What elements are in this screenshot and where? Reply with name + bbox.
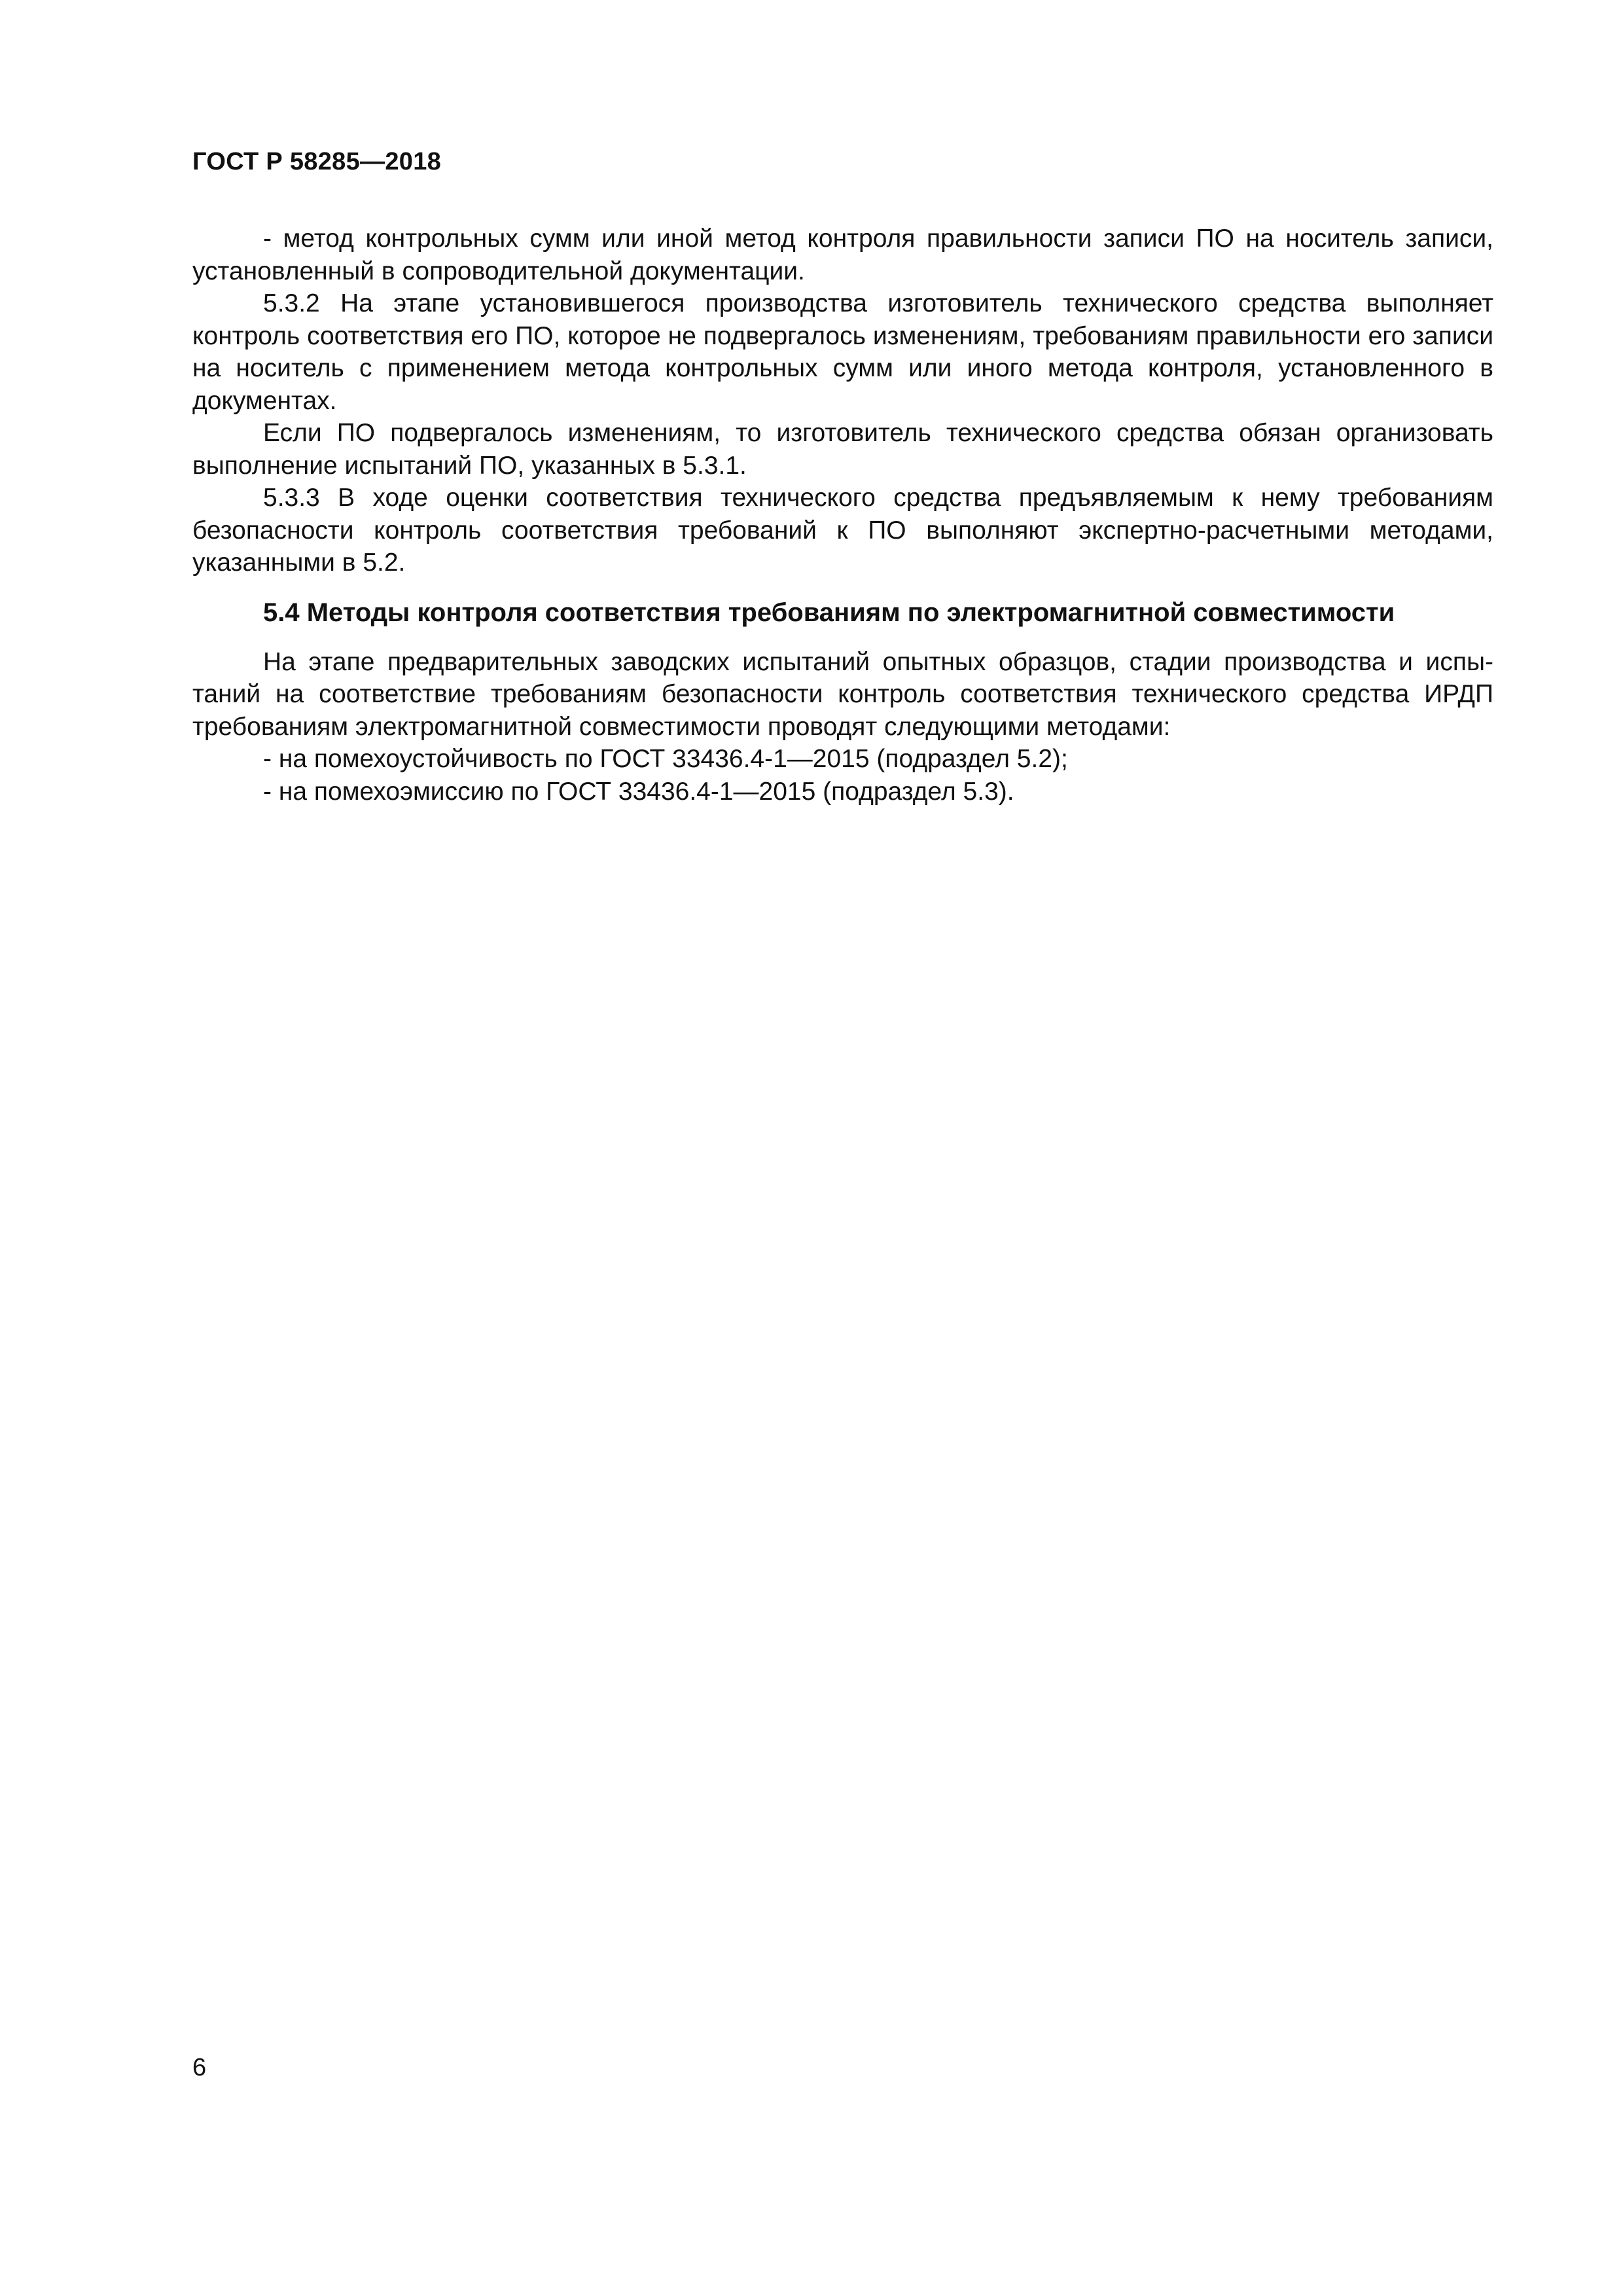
paragraph-5-3-2: 5.3.2 На этапе установившегося производства изготовитель технического средства выполняет контроль соответствия его ПО, которое не подвергалось изменениям, требованиям правильности его записи на носитель с применением метода контрольных сумм или иного метода контроля, установленного в документах. xyxy=(192,289,1493,415)
list-item-immunity: - на помехоустойчивость по ГОСТ 33436.4-1—2015 (подраздел 5.2); xyxy=(263,745,1068,773)
document-header: ГОСТ Р 58285—2018 xyxy=(192,148,442,175)
list-item-emission: - на помехоэмиссию по ГОСТ 33436.4-1—2015 (подраздел 5.3). xyxy=(263,777,1014,806)
paragraph-list-item-checksum: - метод контрольных сумм или иной метод контроля правильности записи ПО на носитель записи, установленный в сопроводительной документации. xyxy=(192,224,1493,285)
paragraph-emc-methods: На этапе предварительных заводских испытаний опытных образцов, стадии производства и испытаний на соответствие требованиям безопасности контроль соответствия технического средства ИРДП требованиям электромагнитной совместимости проводят следующими методами: xyxy=(192,647,1493,741)
paragraph-software-changes: Если ПО подвергалось изменениям, то изготовитель технического средства обязан организовать выполнение испытаний ПО, указанных в 5.3.1. xyxy=(192,419,1493,480)
document-body xyxy=(192,223,1493,808)
section-heading-5-4: 5.4 Методы контроля соответствия требованиям по электромагнитной совместимости xyxy=(263,598,1395,627)
page-number: 6 xyxy=(192,2054,207,2081)
paragraph-5-3-3: 5.3.3 В ходе оценки соответствия технического средства предъявляемым к нему требованиям безопасности контроль соответствия требований к ПО выполняют экспертно-расчетными методами, указанными в 5.2. xyxy=(192,484,1493,577)
